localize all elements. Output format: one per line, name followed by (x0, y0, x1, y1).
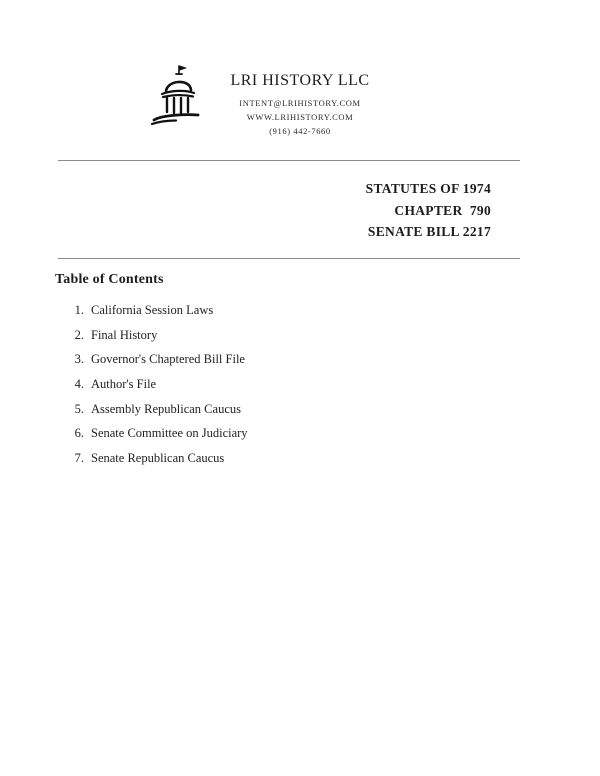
toc-item-number: 2. (74, 327, 84, 342)
divider-bottom (58, 258, 520, 259)
company-email: INTENT@LRIHISTORY.COM (239, 98, 361, 108)
toc-item (68, 352, 488, 377)
divider-top (58, 160, 520, 161)
toc-heading: Table of Contents (55, 272, 164, 287)
toc-item-number: 3. (74, 352, 84, 367)
toc-item (68, 451, 488, 476)
toc-item-label: Senate Committee on Judiciary (91, 426, 248, 441)
toc-item (68, 303, 488, 328)
toc-item-label: California Session Laws (91, 303, 214, 317)
toc-item (68, 328, 488, 353)
toc-item-label: Assembly Republican Caucus (91, 401, 241, 416)
company-website: WWW.LRIHISTORY.COM (246, 112, 354, 122)
company-name: LRI HISTORY LLC (230, 72, 370, 89)
toc-item (68, 377, 488, 402)
toc-item-label: Governor's Chaptered Bill File (91, 352, 245, 367)
toc-item-label: Author's File (91, 377, 157, 392)
toc-item (68, 426, 488, 451)
toc-item-number: 4. (74, 377, 84, 392)
letterhead (190, 72, 410, 138)
toc-item (68, 402, 488, 427)
chapter-line: CHAPTER 790 (394, 202, 491, 218)
case-info-block (366, 178, 491, 243)
senate-bill-line: SENATE BILL 2217 (367, 224, 491, 239)
toc-item-number: 1. (74, 303, 84, 317)
statutes-line: STATUTES OF 1974 (365, 181, 491, 196)
toc-list (68, 303, 488, 476)
toc-item-label: Senate Republican Caucus (91, 451, 225, 466)
company-phone: (916) 442-7660 (269, 126, 331, 136)
toc-item-label: Final History (91, 327, 158, 342)
toc-item-number: 6. (74, 426, 84, 441)
toc-item-number: 5. (74, 401, 84, 416)
toc-item-number: 7. (74, 451, 84, 466)
